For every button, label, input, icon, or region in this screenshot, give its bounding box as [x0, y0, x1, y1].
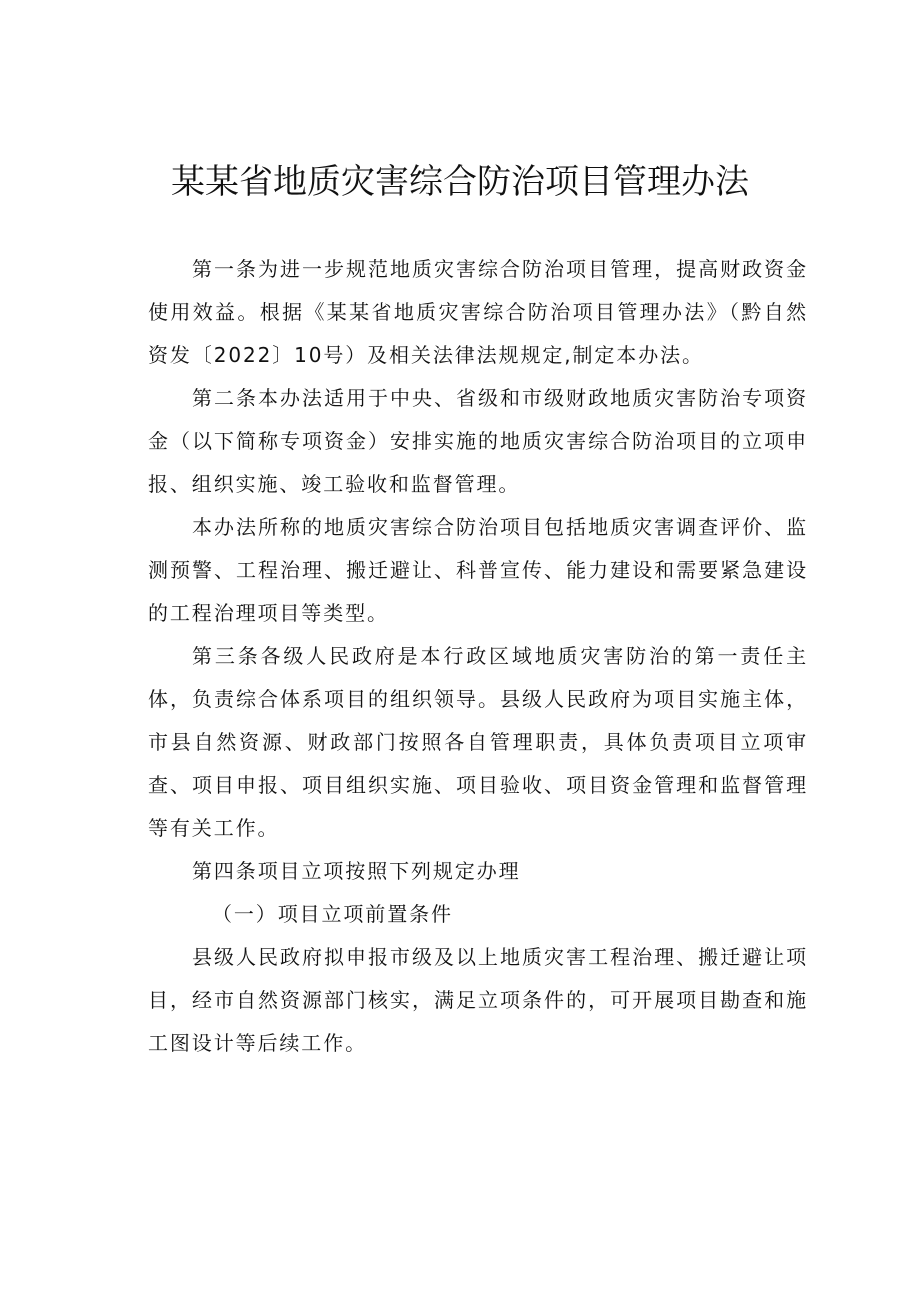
document-body	[148, 248, 808, 1065]
section-1-heading: （一）项目立项前置条件	[212, 902, 453, 926]
section-1-paragraph: 县级人民政府拟申报市级及以上地质灾害工程治理、搬迁避让项目，经市自然资源部门核实，满足立项条件的，可开展项目勘查和施工图设计等后续工作。	[148, 945, 808, 1055]
article-2-paragraph: 第二条本办法适用于中央、省级和市级财政地质灾害防治专项资金（以下简称专项资金）安排实施的地质灾害综合防治项目的立项申报、组织实施、竣工验收和监督管理。	[148, 386, 808, 496]
article-1-paragraph: 第一条为进一步规范地质灾害综合防治项目管理，提高财政资金使用效益。根据《某某省地质灾害综合防治项目管理办法》（黔自然资发〔2022〕10号）及相关法律法规规定,制定本办法。	[148, 257, 808, 367]
article-3-paragraph: 第三条各级人民政府是本行政区域地质灾害防治的第一责任主体，负责综合体系项目的组织领导。县级人民政府为项目实施主体，市县自然资源、财政部门按照各自管理职责，具体负责项目立项审查、项目申报、项目组织实施、项目验收、项目资金管理和监督管理等有关工作。	[148, 644, 808, 840]
document-title: 某某省地质灾害综合防治项目管理办法	[171, 162, 749, 202]
article-4-paragraph: 第四条项目立项按照下列规定办理	[192, 859, 521, 883]
article-2-scope-paragraph: 本办法所称的地质灾害综合防治项目包括地质灾害调查评价、监测预警、工程治理、搬迁避让、科普宣传、能力建设和需要紧急建设的工程治理项目等类型。	[148, 515, 808, 625]
